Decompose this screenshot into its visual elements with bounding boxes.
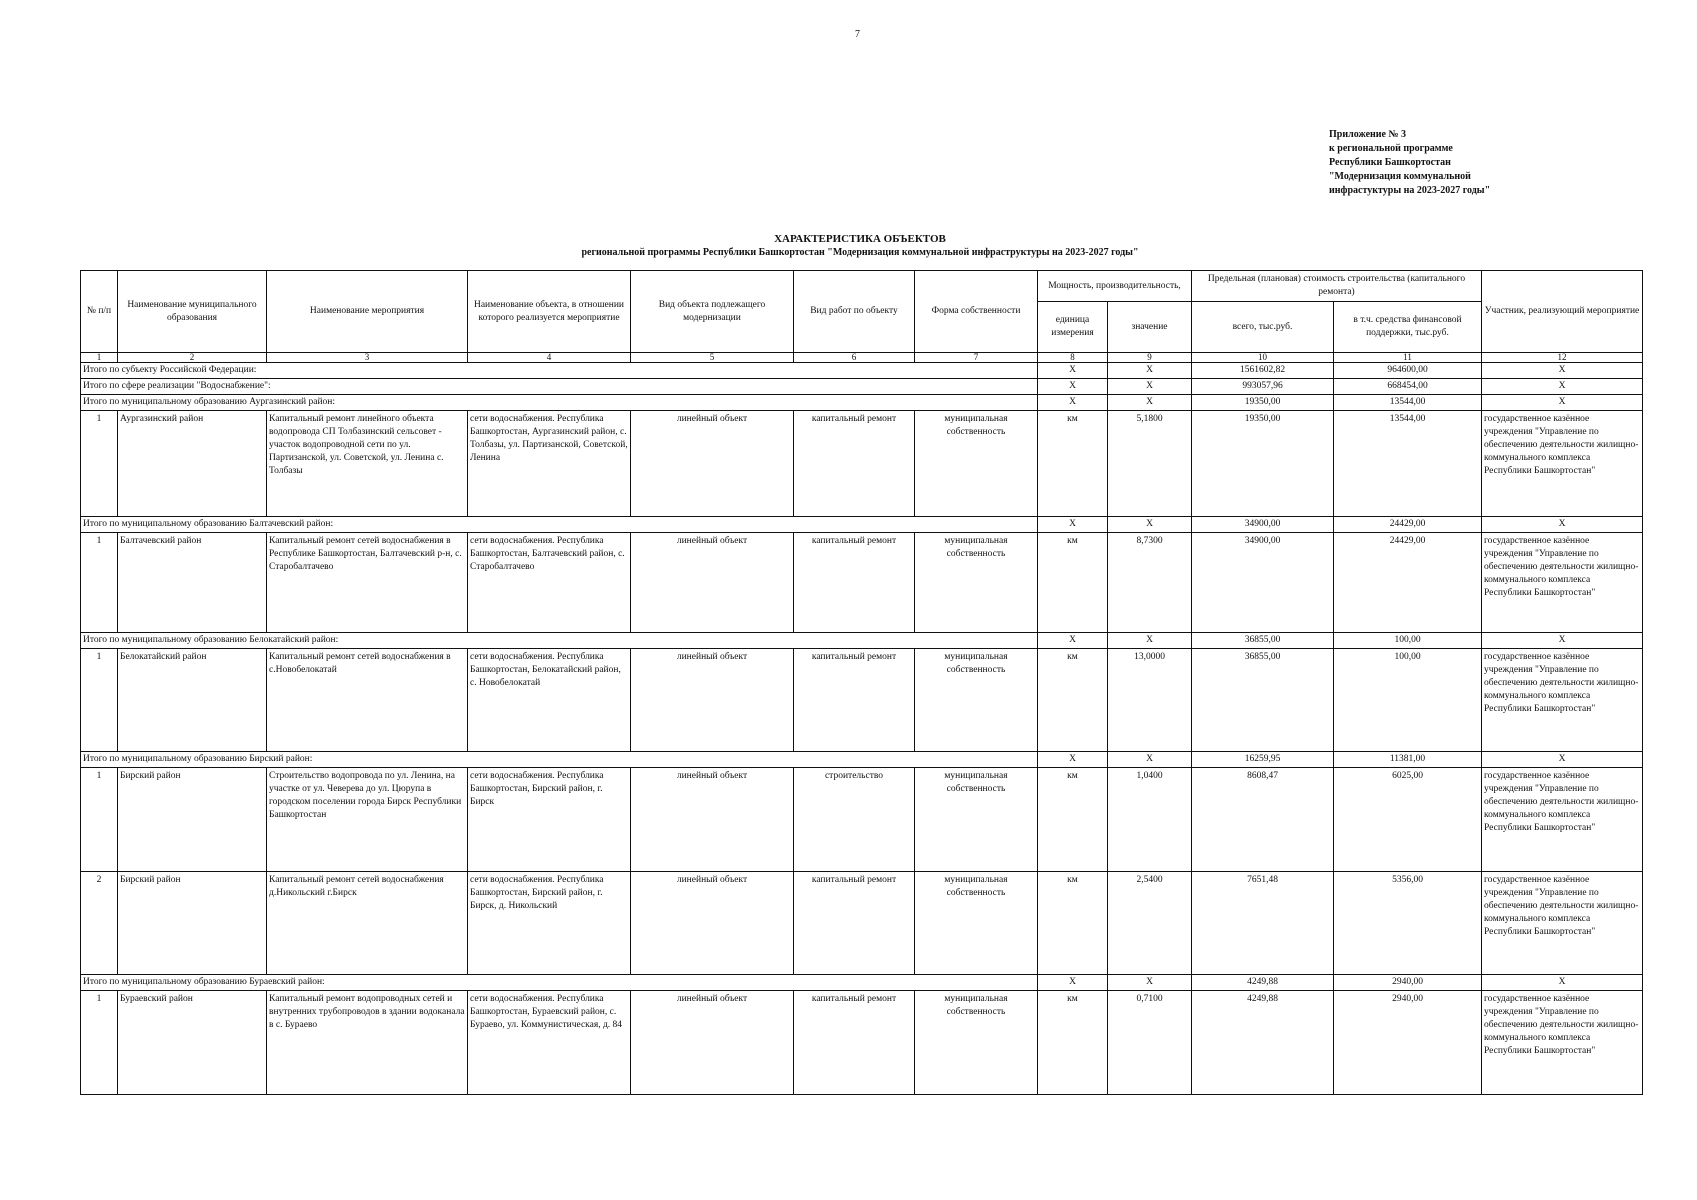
- total-label: Итого по муниципальному образованию Аургазинский район:: [81, 395, 1038, 411]
- total-support: 24429,00: [1334, 517, 1482, 533]
- cell-event: Капитальный ремонт линейного объекта водопровода СП Толбазинский сельсовет - участок водопроводной сети по ул. Партизанской, ул. Советской, ул. Ленина с. Толбазы: [267, 411, 468, 517]
- cell-value: 13,0000: [1108, 649, 1192, 752]
- total-cost: 1561602,82: [1192, 363, 1334, 379]
- cell-ownership: муниципальная собственность: [915, 872, 1038, 975]
- total-support: 964600,00: [1334, 363, 1482, 379]
- cell-event: Капитальный ремонт водопроводных сетей и внутренних трубопроводов в здании водоканала в с. Бураево: [267, 991, 468, 1095]
- cell-cost-support: 2940,00: [1334, 991, 1482, 1095]
- total-value: X: [1108, 975, 1192, 991]
- total-participant: X: [1482, 379, 1643, 395]
- column-number: 5: [631, 353, 794, 363]
- total-participant: X: [1482, 517, 1643, 533]
- total-support: 11381,00: [1334, 752, 1482, 768]
- total-support: 668454,00: [1334, 379, 1482, 395]
- sphere-total-row: [81, 379, 1643, 395]
- cell-municipality: Аургазинский район: [118, 411, 267, 517]
- cell-participant: государственное казённое учреждения "Управление по обеспечению деятельности жилищно-коммунального комплекса Республики Башкортостан": [1482, 649, 1643, 752]
- total-unit: X: [1038, 363, 1108, 379]
- cell-object: сети водоснабжения. Республика Башкортостан, Бирский район, г. Бирск: [468, 768, 631, 872]
- document-title: ХАРАКТЕРИСТИКА ОБЪЕКТОВ: [774, 233, 946, 245]
- column-number: 12: [1482, 353, 1643, 363]
- total-value: X: [1108, 395, 1192, 411]
- cell-unit: км: [1038, 411, 1108, 517]
- total-cost: 16259,95: [1192, 752, 1334, 768]
- cell-object: сети водоснабжения. Республика Башкортостан, Бураевский район, с. Бураево, ул. Коммунистическая, д. 84: [468, 991, 631, 1095]
- total-cost: 34900,00: [1192, 517, 1334, 533]
- table-row: [81, 872, 1643, 975]
- header-value: значение: [1108, 302, 1192, 353]
- cell-object-type: линейный объект: [631, 991, 794, 1095]
- header-num: № п/п: [81, 271, 118, 353]
- cell-object: сети водоснабжения. Республика Башкортостан, Балтачевский район, с. Старобалтачево: [468, 533, 631, 633]
- cell-num: 1: [81, 991, 118, 1095]
- cell-cost-support: 13544,00: [1334, 411, 1482, 517]
- cell-municipality: Балтачевский район: [118, 533, 267, 633]
- cell-cost-total: 36855,00: [1192, 649, 1334, 752]
- municipality-total-row: [81, 633, 1643, 649]
- cell-cost-total: 19350,00: [1192, 411, 1334, 517]
- cell-value: 5,1800: [1108, 411, 1192, 517]
- column-number: 7: [915, 353, 1038, 363]
- total-unit: X: [1038, 395, 1108, 411]
- header-municipality: Наименование муниципального образования: [118, 271, 267, 353]
- cell-value: 8,7300: [1108, 533, 1192, 633]
- cell-work-type: капитальный ремонт: [794, 649, 915, 752]
- cell-cost-support: 5356,00: [1334, 872, 1482, 975]
- cell-object-type: линейный объект: [631, 649, 794, 752]
- column-number: 1: [81, 353, 118, 363]
- total-participant: X: [1482, 975, 1643, 991]
- cell-municipality: Бирский район: [118, 872, 267, 975]
- total-participant: X: [1482, 395, 1643, 411]
- header-object-type: Вид объекта подлежащего модернизации: [631, 271, 794, 353]
- cell-object-type: линейный объект: [631, 411, 794, 517]
- cell-event: Капитальный ремонт сетей водоснабжения в Республике Башкортостан, Балтачевский р-н, с. Старобалтачево: [267, 533, 468, 633]
- cell-cost-support: 100,00: [1334, 649, 1482, 752]
- total-participant: X: [1482, 363, 1643, 379]
- total-cost: 4249,88: [1192, 975, 1334, 991]
- cell-num: 1: [81, 768, 118, 872]
- column-number-row: [81, 353, 1643, 363]
- column-number: 2: [118, 353, 267, 363]
- cell-cost-support: 24429,00: [1334, 533, 1482, 633]
- table-body: [81, 363, 1643, 1095]
- cell-object: сети водоснабжения. Республика Башкортостан, Белокатайский район, с. Новобелокатай: [468, 649, 631, 752]
- cell-object-type: линейный объект: [631, 768, 794, 872]
- cell-unit: км: [1038, 768, 1108, 872]
- cell-participant: государственное казённое учреждения "Управление по обеспечению деятельности жилищно-коммунального комплекса Республики Башкортостан": [1482, 533, 1643, 633]
- column-number: 11: [1334, 353, 1482, 363]
- page-number: 7: [855, 29, 860, 40]
- header-capacity: Мощность, производительность,: [1038, 271, 1192, 302]
- cell-unit: км: [1038, 533, 1108, 633]
- appendix-line: инфрастуктуры на 2023-2027 годы": [1329, 185, 1491, 196]
- header-participant: Участник, реализующий мероприятие: [1482, 271, 1643, 353]
- total-unit: X: [1038, 517, 1108, 533]
- cell-unit: км: [1038, 872, 1108, 975]
- column-number: 3: [267, 353, 468, 363]
- column-number: 10: [1192, 353, 1334, 363]
- appendix-line: Республики Башкортостан: [1329, 157, 1451, 168]
- cell-cost-total: 4249,88: [1192, 991, 1334, 1095]
- total-label: Итого по муниципальному образованию Бураевский район:: [81, 975, 1038, 991]
- cell-municipality: Бирский район: [118, 768, 267, 872]
- municipality-total-row: [81, 517, 1643, 533]
- header-object: Наименование объекта, в отношении которого реализуется мероприятие: [468, 271, 631, 353]
- cell-work-type: строительство: [794, 768, 915, 872]
- cell-value: 2,5400: [1108, 872, 1192, 975]
- cell-ownership: муниципальная собственность: [915, 533, 1038, 633]
- cell-num: 1: [81, 533, 118, 633]
- cell-work-type: капитальный ремонт: [794, 872, 915, 975]
- cell-num: 1: [81, 411, 118, 517]
- cell-unit: км: [1038, 991, 1108, 1095]
- total-unit: X: [1038, 975, 1108, 991]
- cell-value: 0,7100: [1108, 991, 1192, 1095]
- table-row: [81, 991, 1643, 1095]
- municipality-total-row: [81, 395, 1643, 411]
- total-value: X: [1108, 379, 1192, 395]
- cell-participant: государственное казённое учреждения "Управление по обеспечению деятельности жилищно-коммунального комплекса Республики Башкортостан": [1482, 768, 1643, 872]
- cell-num: 1: [81, 649, 118, 752]
- cell-work-type: капитальный ремонт: [794, 991, 915, 1095]
- total-cost: 19350,00: [1192, 395, 1334, 411]
- cell-object-type: линейный объект: [631, 533, 794, 633]
- table-header: [81, 271, 1643, 363]
- total-unit: X: [1038, 379, 1108, 395]
- cell-value: 1,0400: [1108, 768, 1192, 872]
- cell-participant: государственное казённое учреждения "Управление по обеспечению деятельности жилищно-коммунального комплекса Республики Башкортостан": [1482, 872, 1643, 975]
- total-support: 2940,00: [1334, 975, 1482, 991]
- municipality-total-row: [81, 975, 1643, 991]
- column-number: 6: [794, 353, 915, 363]
- table-row: [81, 411, 1643, 517]
- header-cost: Предельная (плановая) стоимость строительства (капитального ремонта): [1192, 271, 1482, 302]
- appendix-line: к региональной программе: [1329, 143, 1453, 154]
- total-participant: X: [1482, 752, 1643, 768]
- cell-object: сети водоснабжения. Республика Башкортостан, Бирский район, г. Бирск, д. Никольский: [468, 872, 631, 975]
- cell-event: Капитальный ремонт сетей водоснабжения в с.Новобелокатай: [267, 649, 468, 752]
- cell-ownership: муниципальная собственность: [915, 768, 1038, 872]
- cell-work-type: капитальный ремонт: [794, 411, 915, 517]
- total-label: Итого по муниципальному образованию Балтачевский район:: [81, 517, 1038, 533]
- column-number: 4: [468, 353, 631, 363]
- total-value: X: [1108, 633, 1192, 649]
- column-number: 8: [1038, 353, 1108, 363]
- cell-ownership: муниципальная собственность: [915, 411, 1038, 517]
- cell-ownership: муниципальная собственность: [915, 991, 1038, 1095]
- cell-ownership: муниципальная собственность: [915, 649, 1038, 752]
- appendix-note: [1329, 128, 1529, 198]
- cell-cost-total: 7651,48: [1192, 872, 1334, 975]
- cell-object: сети водоснабжения. Республика Башкортостан, Аургазинский район, с. Толбазы, ул. Партизанской, Советской, Ленина: [468, 411, 631, 517]
- total-unit: X: [1038, 633, 1108, 649]
- subject-total-row: [81, 363, 1643, 379]
- total-label: Итого по субъекту Российской Федерации:: [81, 363, 1038, 379]
- header-unit: единица измерения: [1038, 302, 1108, 353]
- total-unit: X: [1038, 752, 1108, 768]
- header-event: Наименование мероприятия: [267, 271, 468, 353]
- municipality-total-row: [81, 752, 1643, 768]
- table-row: [81, 533, 1643, 633]
- cell-unit: км: [1038, 649, 1108, 752]
- total-participant: X: [1482, 633, 1643, 649]
- cell-cost-support: 6025,00: [1334, 768, 1482, 872]
- cell-cost-total: 34900,00: [1192, 533, 1334, 633]
- appendix-line: "Модернизация коммунальной: [1329, 171, 1471, 182]
- cell-num: 2: [81, 872, 118, 975]
- total-support: 13544,00: [1334, 395, 1482, 411]
- total-cost: 993057,96: [1192, 379, 1334, 395]
- cell-cost-total: 8608,47: [1192, 768, 1334, 872]
- column-number: 9: [1108, 353, 1192, 363]
- total-value: X: [1108, 363, 1192, 379]
- header-work-type: Вид работ по объекту: [794, 271, 915, 353]
- cell-participant: государственное казённое учреждения "Управление по обеспечению деятельности жилищно-коммунального комплекса Республики Башкортостан": [1482, 411, 1643, 517]
- total-value: X: [1108, 752, 1192, 768]
- cell-municipality: Бураевский район: [118, 991, 267, 1095]
- table-row: [81, 768, 1643, 872]
- header-cost-support: в т.ч. средства финансовой поддержки, тыс.руб.: [1334, 302, 1482, 353]
- total-label: Итого по муниципальному образованию Белокатайский район:: [81, 633, 1038, 649]
- header-ownership: Форма собственности: [915, 271, 1038, 353]
- cell-event: Капитальный ремонт сетей водоснабжения д.Никольский г.Бирск: [267, 872, 468, 975]
- appendix-line: Приложение № 3: [1329, 129, 1407, 140]
- total-label: Итого по муниципальному образованию Бирский район:: [81, 752, 1038, 768]
- objects-table: [80, 270, 1643, 1095]
- cell-municipality: Белокатайский район: [118, 649, 267, 752]
- document-subtitle: региональной программы Республики Башкортостан "Модернизация коммунальной инфраструктуры на 2023-2027 годы": [581, 247, 1139, 258]
- total-value: X: [1108, 517, 1192, 533]
- cell-event: Строительство водопровода по ул. Ленина, на участке от ул. Чеверева до ул. Цюрупа в городском поселении города Бирск Республики Башкортостан: [267, 768, 468, 872]
- total-label: Итого по сфере реализации "Водоснабжение":: [81, 379, 1038, 395]
- cell-work-type: капитальный ремонт: [794, 533, 915, 633]
- cell-participant: государственное казённое учреждения "Управление по обеспечению деятельности жилищно-коммунального комплекса Республики Башкортостан": [1482, 991, 1643, 1095]
- total-support: 100,00: [1334, 633, 1482, 649]
- total-cost: 36855,00: [1192, 633, 1334, 649]
- cell-object-type: линейный объект: [631, 872, 794, 975]
- header-cost-total: всего, тыс.руб.: [1192, 302, 1334, 353]
- table-row: [81, 649, 1643, 752]
